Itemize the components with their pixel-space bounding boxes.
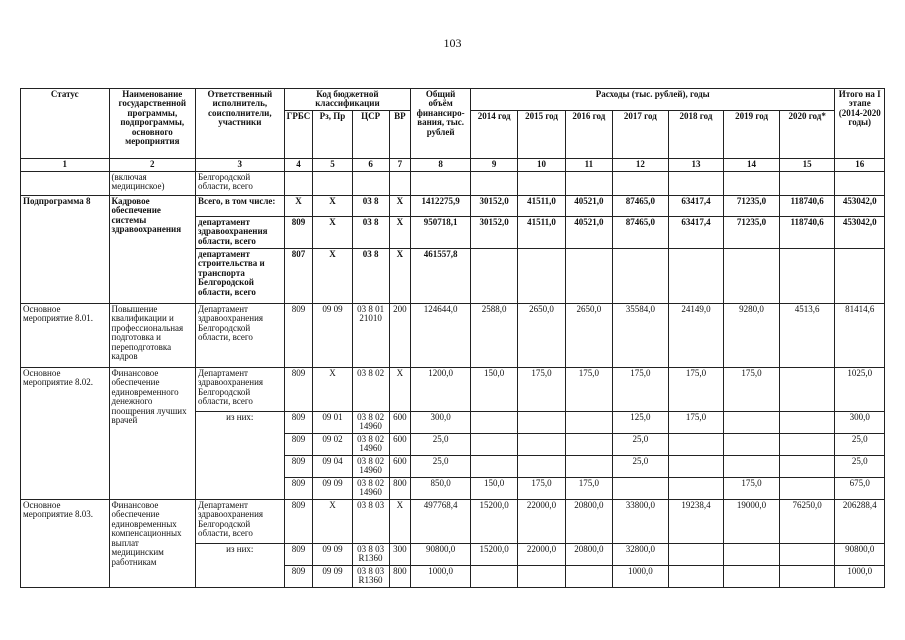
year-cell: 20800,0: [565, 543, 612, 565]
total-cell: 25,0: [411, 455, 471, 477]
status-cell: Основное мероприятие 8.03.: [21, 499, 110, 587]
year-cell: 25,0: [613, 455, 669, 477]
year-cell: [518, 171, 565, 195]
status-cell: Подпрограмма 8: [21, 195, 110, 303]
grbs-cell: 809: [284, 565, 313, 587]
year-cell: [518, 455, 565, 477]
grbs-cell: 809: [284, 216, 313, 248]
year-cell: 175,0: [518, 477, 565, 499]
table-row: [21, 367, 885, 411]
year-cell: 2650,0: [565, 303, 612, 367]
year-cell: 118740,6: [779, 216, 835, 248]
year-cell: [668, 477, 724, 499]
csr-cell: 03 8 01 21010: [352, 303, 389, 367]
total-cell: 300,0: [411, 411, 471, 433]
status-cell: Основное мероприятие 8.01.: [21, 303, 110, 367]
year-cell: [724, 455, 780, 477]
year-cell: 175,0: [565, 367, 612, 411]
csr-cell: 03 8: [352, 195, 389, 216]
year-cell: [668, 543, 724, 565]
rz-cell: Х: [313, 499, 352, 543]
year-cell: 24149,0: [668, 303, 724, 367]
rz-cell: 09 09: [313, 477, 352, 499]
year-cell: [565, 455, 612, 477]
executor-cell: департамент строительства и транспорта Белгородской области, всего: [196, 248, 285, 303]
rz-cell: Х: [313, 367, 352, 411]
year-cell: 150,0: [470, 477, 517, 499]
itog-cell: 1000,0: [835, 565, 885, 587]
column-number-row: [21, 158, 885, 171]
header-year: 2016 год: [565, 110, 612, 158]
year-cell: 63417,4: [668, 216, 724, 248]
year-cell: [518, 411, 565, 433]
itog-cell: 81414,6: [835, 303, 885, 367]
vr-cell: Х: [389, 248, 411, 303]
year-cell: 35584,0: [613, 303, 669, 367]
year-cell: 20800,0: [565, 499, 612, 543]
itog-cell: [835, 248, 885, 303]
year-cell: [613, 171, 669, 195]
grbs-cell: 809: [284, 543, 313, 565]
rz-cell: 09 09: [313, 565, 352, 587]
csr-cell: 03 8 02 14960: [352, 455, 389, 477]
year-cell: 1000,0: [613, 565, 669, 587]
year-cell: 40521,0: [565, 216, 612, 248]
csr-cell: 03 8: [352, 248, 389, 303]
vr-cell: Х: [389, 195, 411, 216]
year-cell: 41511,0: [518, 195, 565, 216]
year-cell: [724, 411, 780, 433]
itog-cell: 453042,0: [835, 216, 885, 248]
year-cell: [779, 543, 835, 565]
year-cell: 71235,0: [724, 195, 780, 216]
vr-cell: 600: [389, 455, 411, 477]
page-number: 103: [443, 36, 462, 50]
column-number: 10: [518, 158, 565, 171]
executor-cell: Всего, в том числе:: [196, 195, 285, 216]
name-cell: (включая медицинское): [109, 171, 195, 195]
executor-cell: Белгородской области, всего: [196, 171, 285, 195]
budget-table: [20, 88, 885, 588]
vr-cell: 600: [389, 411, 411, 433]
year-cell: 175,0: [613, 367, 669, 411]
itog-cell: 25,0: [835, 433, 885, 455]
name-cell: Финансовое обеспечение единовременного денежного поощрения лучших врачей: [109, 367, 195, 499]
year-cell: [724, 433, 780, 455]
year-cell: 19000,0: [724, 499, 780, 543]
vr-cell: Х: [389, 367, 411, 411]
total-cell: 461557,8: [411, 248, 471, 303]
year-cell: [779, 565, 835, 587]
year-cell: [565, 565, 612, 587]
csr-cell: [352, 171, 389, 195]
vr-cell: [389, 171, 411, 195]
year-cell: [470, 248, 517, 303]
total-cell: 124644,0: [411, 303, 471, 367]
itog-cell: 453042,0: [835, 195, 885, 216]
year-cell: 63417,4: [668, 195, 724, 216]
itog-cell: 25,0: [835, 455, 885, 477]
year-cell: 22000,0: [518, 499, 565, 543]
year-cell: [470, 411, 517, 433]
executor-cell: Департамент здравоохранения Белгородской области, всего: [196, 303, 285, 367]
name-cell: Повышение квалификации и профессиональная подготовка и переподготовка кадров: [109, 303, 195, 367]
column-number: 13: [668, 158, 724, 171]
year-cell: [470, 433, 517, 455]
header-stage-total: Итого на I этапе (2014-2020 годы): [835, 89, 885, 159]
year-cell: 87465,0: [613, 195, 669, 216]
year-cell: [779, 433, 835, 455]
year-cell: 125,0: [613, 411, 669, 433]
total-cell: 850,0: [411, 477, 471, 499]
year-cell: 4513,6: [779, 303, 835, 367]
year-cell: [724, 565, 780, 587]
table-row: [21, 499, 885, 543]
year-cell: [779, 411, 835, 433]
year-cell: 71235,0: [724, 216, 780, 248]
column-number: 8: [411, 158, 471, 171]
column-number: 11: [565, 158, 612, 171]
column-number: 2: [109, 158, 195, 171]
year-cell: 33800,0: [613, 499, 669, 543]
vr-cell: 800: [389, 565, 411, 587]
grbs-cell: 809: [284, 499, 313, 543]
year-cell: [668, 455, 724, 477]
name-cell: Финансовое обеспечение единовременных компенсационных выплат медицинским работникам: [109, 499, 195, 587]
column-number: 16: [835, 158, 885, 171]
table-row: [21, 171, 885, 195]
column-number: 1: [21, 158, 110, 171]
status-cell: Основное мероприятие 8.02.: [21, 367, 110, 499]
csr-cell: 03 8 03: [352, 499, 389, 543]
total-cell: 497768,4: [411, 499, 471, 543]
year-cell: [470, 171, 517, 195]
rz-cell: Х: [313, 248, 352, 303]
header-name: Наименование государственной программы, подпрограммы, основного мероприятия: [109, 89, 195, 159]
total-cell: 1000,0: [411, 565, 471, 587]
itog-cell: 1025,0: [835, 367, 885, 411]
vr-cell: 300: [389, 543, 411, 565]
total-cell: 1200,0: [411, 367, 471, 411]
column-number: 4: [284, 158, 313, 171]
csr-cell: 03 8 02 14960: [352, 411, 389, 433]
year-cell: 41511,0: [518, 216, 565, 248]
year-cell: 22000,0: [518, 543, 565, 565]
header-year: 2014 год: [470, 110, 517, 158]
column-number: 5: [313, 158, 352, 171]
year-cell: [668, 433, 724, 455]
header-budget-code: Код бюджетной классификации: [284, 89, 411, 111]
header-year: 2020 год*: [779, 110, 835, 158]
year-cell: [565, 433, 612, 455]
column-number: 9: [470, 158, 517, 171]
total-cell: 1412275,9: [411, 195, 471, 216]
rz-cell: 09 04: [313, 455, 352, 477]
year-cell: 25,0: [613, 433, 669, 455]
year-cell: [779, 248, 835, 303]
header-executor: Ответственный исполнитель, соисполнители, участники: [196, 89, 285, 159]
header-year: 2015 год: [518, 110, 565, 158]
header-csr: ЦСР: [352, 110, 389, 158]
csr-cell: 03 8 03 R1360: [352, 565, 389, 587]
rz-cell: Х: [313, 195, 352, 216]
header-total: Общий объём финансиро-вания, тыс. рублей: [411, 89, 471, 159]
header-rz-pr: Рз, Пр: [313, 110, 352, 158]
rz-cell: 09 09: [313, 303, 352, 367]
header-vr: ВР: [389, 110, 411, 158]
total-cell: 90800,0: [411, 543, 471, 565]
column-number: 6: [352, 158, 389, 171]
header-grbs: ГРБС: [284, 110, 313, 158]
year-cell: [724, 543, 780, 565]
year-cell: [518, 433, 565, 455]
header-expenses: Расходы (тыс. рублей), годы: [470, 89, 834, 111]
year-cell: 15200,0: [470, 543, 517, 565]
grbs-cell: 807: [284, 248, 313, 303]
year-cell: 175,0: [668, 367, 724, 411]
csr-cell: 03 8: [352, 216, 389, 248]
year-cell: 2650,0: [518, 303, 565, 367]
year-cell: 9280,0: [724, 303, 780, 367]
year-cell: 175,0: [724, 367, 780, 411]
csr-cell: 03 8 02 14960: [352, 433, 389, 455]
rz-cell: [313, 171, 352, 195]
year-cell: [724, 248, 780, 303]
table-row: [21, 303, 885, 367]
grbs-cell: 809: [284, 303, 313, 367]
grbs-cell: 809: [284, 411, 313, 433]
rz-cell: 09 02: [313, 433, 352, 455]
year-cell: 30152,0: [470, 195, 517, 216]
vr-cell: 600: [389, 433, 411, 455]
year-cell: [518, 565, 565, 587]
total-cell: 950718,1: [411, 216, 471, 248]
total-cell: [411, 171, 471, 195]
year-cell: [779, 477, 835, 499]
vr-cell: Х: [389, 499, 411, 543]
total-cell: 25,0: [411, 433, 471, 455]
year-cell: [724, 171, 780, 195]
header-year: 2017 год: [613, 110, 669, 158]
column-number: 7: [389, 158, 411, 171]
executor-cell: из них:: [196, 411, 285, 499]
year-cell: 2588,0: [470, 303, 517, 367]
year-cell: 175,0: [668, 411, 724, 433]
year-cell: [613, 477, 669, 499]
year-cell: 32800,0: [613, 543, 669, 565]
column-number: 3: [196, 158, 285, 171]
year-cell: 40521,0: [565, 195, 612, 216]
executor-cell: департамент здравоохранения области, всего: [196, 216, 285, 248]
csr-cell: 03 8 02: [352, 367, 389, 411]
year-cell: [779, 171, 835, 195]
grbs-cell: 809: [284, 367, 313, 411]
vr-cell: 800: [389, 477, 411, 499]
year-cell: [613, 248, 669, 303]
year-cell: [779, 455, 835, 477]
vr-cell: Х: [389, 216, 411, 248]
year-cell: [518, 248, 565, 303]
itog-cell: 675,0: [835, 477, 885, 499]
table-row: [21, 195, 885, 216]
year-cell: 175,0: [565, 477, 612, 499]
csr-cell: 03 8 02 14960: [352, 477, 389, 499]
itog-cell: [835, 171, 885, 195]
itog-cell: 206288,4: [835, 499, 885, 543]
header-status: Статус: [21, 89, 110, 159]
year-cell: [565, 248, 612, 303]
year-cell: 15200,0: [470, 499, 517, 543]
year-cell: 118740,6: [779, 195, 835, 216]
grbs-cell: 809: [284, 477, 313, 499]
rz-cell: Х: [313, 216, 352, 248]
grbs-cell: 809: [284, 433, 313, 455]
column-number: 14: [724, 158, 780, 171]
csr-cell: 03 8 03 R1360: [352, 543, 389, 565]
rz-cell: 09 09: [313, 543, 352, 565]
grbs-cell: [284, 171, 313, 195]
name-cell: Кадровое обеспечение системы здравоохранения: [109, 195, 195, 303]
year-cell: [668, 248, 724, 303]
grbs-cell: Х: [284, 195, 313, 216]
executor-cell: Департамент здравоохранения Белгородской области, всего: [196, 499, 285, 543]
year-cell: 76250,0: [779, 499, 835, 543]
year-cell: 175,0: [724, 477, 780, 499]
rz-cell: 09 01: [313, 411, 352, 433]
vr-cell: 200: [389, 303, 411, 367]
status-cell: [21, 171, 110, 195]
year-cell: [668, 565, 724, 587]
year-cell: [470, 455, 517, 477]
itog-cell: 90800,0: [835, 543, 885, 565]
executor-cell: из них:: [196, 543, 285, 587]
grbs-cell: 809: [284, 455, 313, 477]
itog-cell: 300,0: [835, 411, 885, 433]
year-cell: [565, 411, 612, 433]
year-cell: [565, 171, 612, 195]
year-cell: [779, 367, 835, 411]
column-number: 15: [779, 158, 835, 171]
header-year: 2019 год: [724, 110, 780, 158]
year-cell: 150,0: [470, 367, 517, 411]
year-cell: 19238,4: [668, 499, 724, 543]
year-cell: [470, 565, 517, 587]
year-cell: 175,0: [518, 367, 565, 411]
year-cell: [668, 171, 724, 195]
header-year: 2018 год: [668, 110, 724, 158]
column-number: 12: [613, 158, 669, 171]
year-cell: 30152,0: [470, 216, 517, 248]
executor-cell: Департамент здравоохранения Белгородской области, всего: [196, 367, 285, 411]
year-cell: 87465,0: [613, 216, 669, 248]
